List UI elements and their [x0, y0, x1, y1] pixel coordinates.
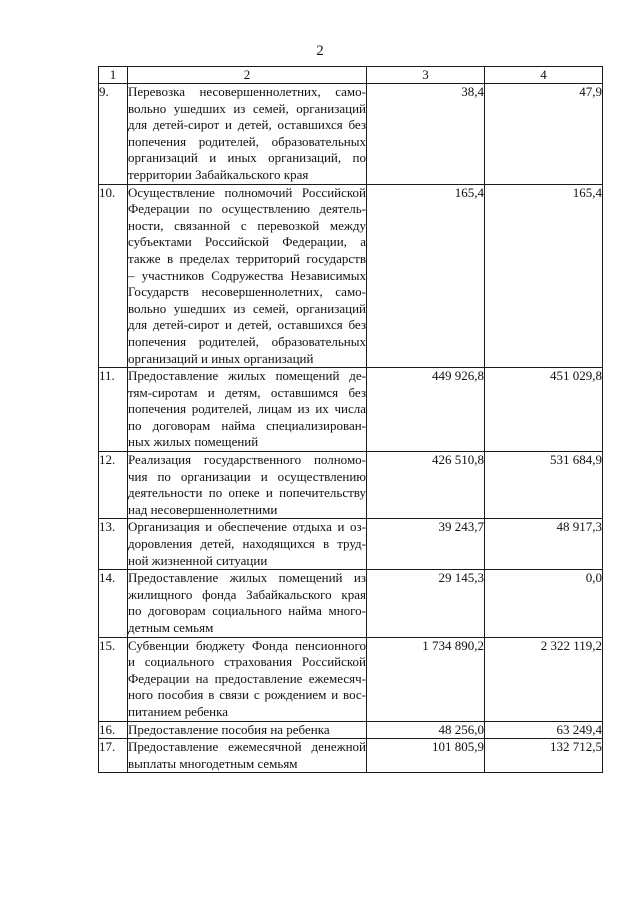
value-col-3: 39 243,7 — [367, 519, 485, 570]
table-row — [99, 721, 603, 739]
value-col-3: 449 926,8 — [367, 368, 485, 452]
description-line: Предоставление жилых помещений из — [128, 570, 366, 586]
description-line: – участников Содружества Независимых — [128, 267, 366, 283]
description-line: ности, связанной с перевозкой между — [128, 217, 366, 233]
description-line: вольно ушедших из семей, организаций — [128, 300, 366, 316]
description-line: питанием ребенка — [128, 703, 229, 719]
value-col-3: 38,4 — [367, 84, 485, 185]
row-number: 10. — [99, 184, 128, 368]
description-line: тям-сиротам и детям, оставшимся без — [128, 384, 366, 400]
description-line: жилищного фонда Забайкальского края — [128, 586, 366, 602]
description-line: ного пособия в связи с рождением и вос- — [128, 687, 366, 703]
description-line: ной жизненной ситуации — [128, 552, 268, 568]
value-col-3: 101 805,9 — [367, 739, 485, 773]
value-col-3: 1 734 890,2 — [367, 637, 485, 721]
description-line: по договорам найма специализирован- — [128, 417, 366, 433]
value-col-3: 426 510,8 — [367, 452, 485, 519]
row-number: 13. — [99, 519, 128, 570]
table-row — [99, 84, 603, 185]
row-number: 9. — [99, 84, 128, 185]
row-number: 16. — [99, 721, 128, 739]
description-line: доровления детей, находящихся в труд- — [128, 536, 366, 552]
description-line: Осуществление полномочий Российской — [128, 184, 366, 200]
table-body — [99, 84, 603, 773]
row-description — [128, 721, 367, 739]
description-line: Федерации по осуществлению деятель- — [128, 201, 366, 217]
description-line: организаций и иных организаций — [128, 350, 314, 366]
row-number: 14. — [99, 570, 128, 637]
row-description — [128, 84, 367, 185]
table-row — [99, 739, 603, 773]
description-line: выплаты многодетным семьям — [128, 755, 298, 771]
header-col-2: 2 — [128, 67, 367, 84]
description-line: над несовершеннолетними — [128, 501, 278, 517]
description-line: для детей-сирот и детей, оставшихся без — [128, 117, 366, 133]
value-col-4: 132 712,5 — [485, 739, 603, 773]
table-header-row — [99, 67, 603, 84]
value-col-4: 165,4 — [485, 184, 603, 368]
description-line: Предоставление жилых помещений де- — [128, 368, 366, 384]
budget-table — [98, 66, 603, 773]
description-line: ных жилых помещений — [128, 434, 259, 450]
table-row — [99, 368, 603, 452]
description-line: для детей-сирот и детей, оставшихся без — [128, 317, 366, 333]
value-col-4: 531 684,9 — [485, 452, 603, 519]
table-row — [99, 570, 603, 637]
header-col-4: 4 — [485, 67, 603, 84]
table-row — [99, 184, 603, 368]
header-col-1: 1 — [99, 67, 128, 84]
row-description — [128, 637, 367, 721]
description-line: Федерации на предоставление ежемесяч- — [128, 670, 366, 686]
description-line: Предоставление ежемесячной денежной — [128, 739, 366, 755]
row-description — [128, 570, 367, 637]
value-col-4: 0,0 — [485, 570, 603, 637]
value-col-3: 48 256,0 — [367, 721, 485, 739]
description-line: вольно ушедших из семей, организаций — [128, 100, 366, 116]
row-number: 15. — [99, 637, 128, 721]
description-line: территории Забайкальского края — [128, 166, 309, 182]
row-description — [128, 452, 367, 519]
description-line: и социального страхования Российской — [128, 654, 366, 670]
description-line: Государств несовершеннолетних, само- — [128, 284, 366, 300]
header-col-3: 3 — [367, 67, 485, 84]
description-line: Перевозка несовершеннолетних, само- — [128, 84, 366, 99]
description-line: субъектами Российской Федерации, а — [128, 234, 366, 250]
description-line: Реализация государственного полномо- — [128, 452, 366, 468]
description-line: Субвенции бюджету Фонда пенсионного — [128, 637, 366, 653]
table-row — [99, 519, 603, 570]
row-number: 17. — [99, 739, 128, 773]
value-col-4: 48 917,3 — [485, 519, 603, 570]
description-line: деятельности по опеке и попечительству — [128, 485, 366, 501]
page-number: 2 — [316, 43, 324, 59]
row-description — [128, 368, 367, 452]
description-line: попечения родителей, образовательных — [128, 133, 366, 149]
description-line: также в пределах территорий государств — [128, 250, 366, 266]
table-row — [99, 452, 603, 519]
value-col-4: 63 249,4 — [485, 721, 603, 739]
description-line: по договорам социального найма много- — [128, 603, 366, 619]
description-line: чия по организации и осуществлению — [128, 468, 366, 484]
value-col-3: 165,4 — [367, 184, 485, 368]
value-col-4: 451 029,8 — [485, 368, 603, 452]
value-col-3: 29 145,3 — [367, 570, 485, 637]
description-line: Организация и обеспечение отдыха и оз- — [128, 519, 366, 535]
row-description — [128, 184, 367, 368]
description-line: детным семьям — [128, 620, 214, 635]
description-line: Предоставление пособия на ребенка — [128, 721, 330, 737]
row-description — [128, 739, 367, 773]
table-row — [99, 637, 603, 721]
description-line: попечения родителей, образовательных — [128, 333, 366, 349]
row-number: 12. — [99, 452, 128, 519]
row-description — [128, 519, 367, 570]
row-number: 11. — [99, 368, 128, 452]
description-line: организаций и иных организаций, по — [128, 150, 366, 166]
description-line: попечения родителей, лицам из их числа — [128, 401, 366, 417]
value-col-4: 2 322 119,2 — [485, 637, 603, 721]
value-col-4: 47,9 — [485, 84, 603, 185]
